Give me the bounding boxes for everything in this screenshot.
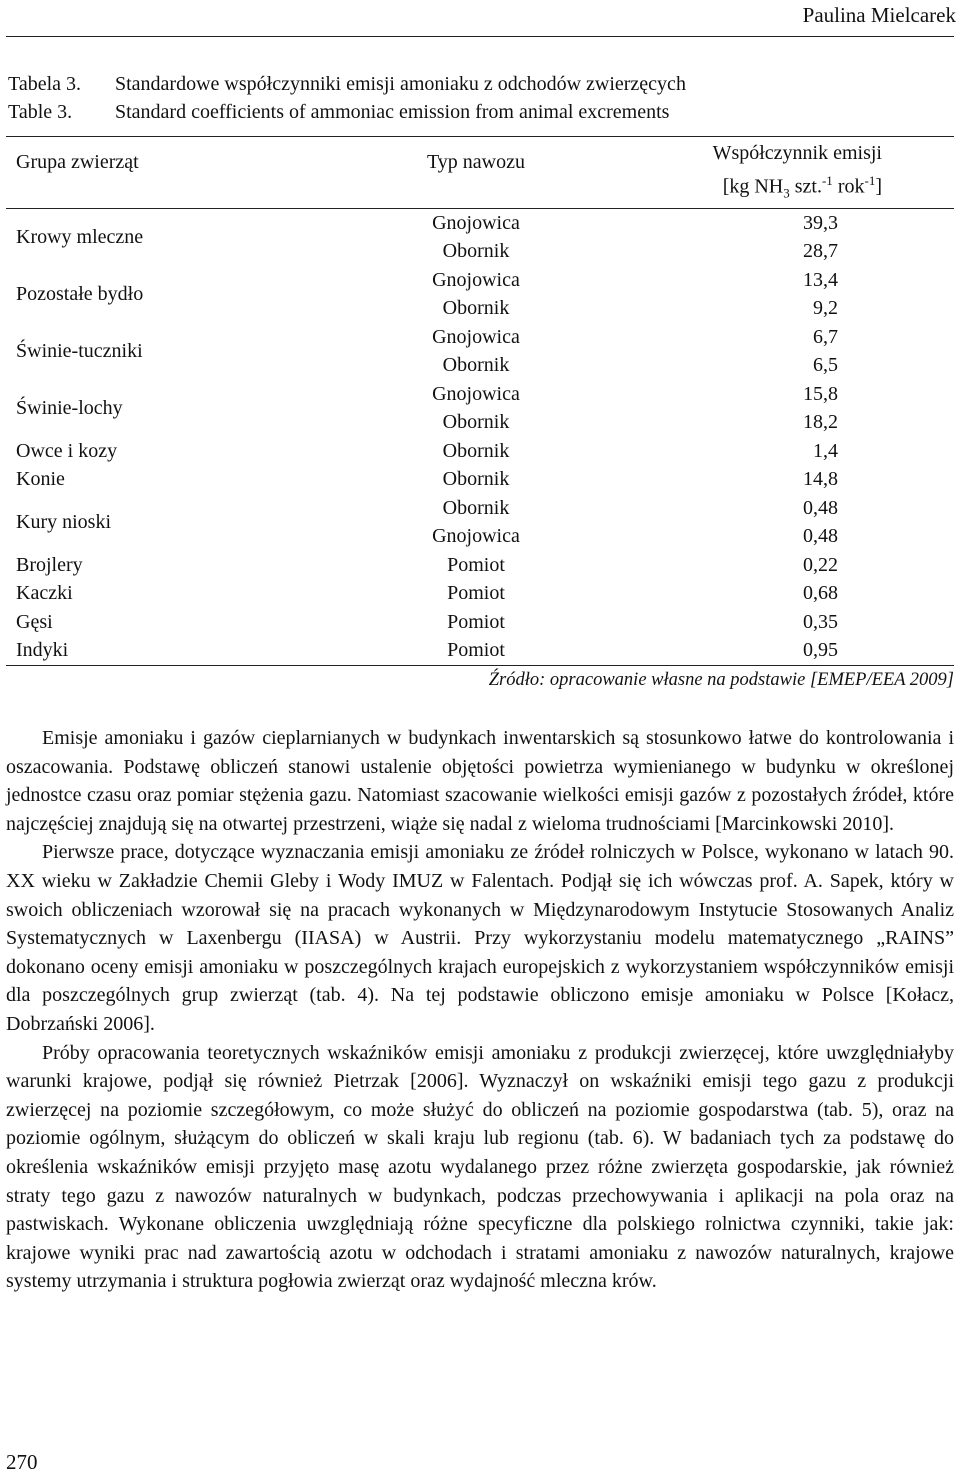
cell-animal-group: Kaczki <box>16 582 73 605</box>
cell-fertilizer-type: Obornik <box>442 439 510 462</box>
cell-emission-value: 39,3 <box>803 211 838 234</box>
table-row <box>6 551 954 580</box>
header-rule <box>6 36 954 37</box>
cell-animal-group: Owce i kozy <box>16 439 118 462</box>
caption-polish <box>8 70 686 98</box>
cell-emission-value: 9,2 <box>813 297 838 320</box>
cell-fertilizer-type: Obornik <box>442 468 510 491</box>
cell-fertilizer-type: Pomiot <box>447 639 505 662</box>
cell-animal-group: Kury nioski <box>16 510 111 533</box>
cell-fertilizer-type: Gnojowica <box>432 268 520 291</box>
table-source-note: Źródło: opracowanie własne na podstawie [EMEP/EEA 2009] <box>488 670 954 690</box>
table-row <box>6 437 954 466</box>
paragraph: Pierwsze prace, dotyczące wyznaczania emisji amoniaku ze źródeł rolniczych w Polsce, wykonano w latach 90. XX wieku w Zakładzie Chemii Gleby i Wody IMUZ w Falentach. Podjął się ich wówczas prof. A. Sapek, który w swoich obliczeniach wzorował się na pracach wykonanych w Międzynarodowym Instytucie Stosowanych Analiz Systematycznych w Laxenbergu (IIASA) w Austrii. Przy wykorzystaniu modelu matematycznego „RAINS” dokonano oceny emisji amoniaku w poszczególnych krajach europejskich z wykorzystaniem współczynników emisji dla poszczególnych grup zwierząt (tab. 4). Na tej podstawie obliczono emisje amoniaku w Polsce [Kołacz, Dobrzański 2006]. <box>6 841 954 1035</box>
cell-emission-value: 0,68 <box>803 582 838 605</box>
header-coef-title: Współczynnik emisji <box>712 142 882 164</box>
cell-animal-group: Pozostałe bydło <box>16 282 144 305</box>
table-body <box>6 208 954 665</box>
cell-animal-group: Krowy mleczne <box>16 225 144 248</box>
header-coef-unit: [kg $NH_3$ szt.$^{-1}$ rok$^{-1}$] <box>722 173 882 201</box>
cell-emission-value: 6,7 <box>813 325 838 348</box>
cell-emission-value: 18,2 <box>803 411 838 434</box>
table-row <box>6 323 954 352</box>
table-row <box>6 579 954 608</box>
cell-fertilizer-type: Obornik <box>442 240 510 263</box>
cell-emission-value: 13,4 <box>803 268 838 291</box>
emission-table-container <box>6 136 954 666</box>
cell-emission-value: 15,8 <box>803 382 838 405</box>
cell-fertilizer-type: Obornik <box>442 411 510 434</box>
cell-fertilizer-type: Obornik <box>442 297 510 320</box>
running-header-author: Paulina Mielcarek <box>802 3 956 27</box>
cell-emission-value: 28,7 <box>803 240 838 263</box>
emission-coefficients-table <box>6 136 954 666</box>
caption-en-title: Standard coefficients of ammoniac emission from animal excrements <box>115 101 670 123</box>
cell-emission-value: 0,35 <box>803 610 838 633</box>
cell-emission-value: 1,4 <box>813 439 838 462</box>
caption-pl-label: Tabela 3. <box>8 73 82 95</box>
table-row <box>6 208 954 237</box>
cell-fertilizer-type: Pomiot <box>447 610 505 633</box>
body-text <box>6 724 954 1296</box>
header-animal-group: Grupa zwierząt <box>16 151 139 173</box>
cell-emission-value: 0,22 <box>803 553 838 576</box>
cell-emission-value: 0,48 <box>803 496 838 519</box>
cell-animal-group: Gęsi <box>16 610 53 633</box>
page-number: 270 <box>6 1450 38 1474</box>
caption-english <box>8 98 686 126</box>
header-emission-coefficient <box>646 137 954 209</box>
cell-fertilizer-type: Gnojowica <box>432 382 520 405</box>
table-caption <box>8 70 686 126</box>
caption-en-label: Table 3. <box>8 101 73 123</box>
table-row <box>6 608 954 637</box>
table-row <box>6 266 954 295</box>
caption-pl-title: Standardowe współczynniki emisji amoniaku z odchodów zwierzęcych <box>115 73 686 95</box>
table-row <box>6 494 954 523</box>
cell-animal-group: Indyki <box>16 639 69 662</box>
cell-fertilizer-type: Gnojowica <box>432 525 520 548</box>
cell-fertilizer-type: Gnojowica <box>432 325 520 348</box>
table-row <box>6 380 954 409</box>
paragraph: Emisje amoniaku i gazów cieplarnianych w budynkach inwentarskich są stosunkowo łatwe do kontrolowania i oszacowania. Podstawę obliczeń stanowi ustalenie objętości powietrza wymienianego w budynku w określonej jednostce czasu oraz pomiar stężenia gazu. Natomiast szacowanie wielkości emisji gazów z pozostałych źródeł, które najczęściej znajdują się na otwartej przestrzeni, wiąże się nadal z wieloma trudnościami [Marcinkowski 2010]. <box>6 727 954 835</box>
cell-animal-group: Świnie-tuczniki <box>16 339 143 362</box>
cell-animal-group: Świnie-lochy <box>16 396 123 419</box>
table-header <box>6 137 954 209</box>
cell-fertilizer-type: Obornik <box>442 354 510 377</box>
table-row <box>6 636 954 665</box>
paragraph: Próby opracowania teoretycznych wskaźników emisji amoniaku z produkcji zwierzęcej, które uwzględniałyby warunki krajowe, podjął się również Pietrzak [2006]. Wyznaczył on wskaźniki emisji tego gazu z produkcji zwierzęcej na poziomie szczegółowym, co może służyć do obliczeń na poziomie gospodarstwa (tab. 5), oraz na poziomie ogólnym, służącym do obliczeń w skali kraju lub regionu (tab. 6). W badaniach tych za podstawę do określenia wskaźników emisji przyjęto masę azotu wydalanego przez różne zwierzęta gospodarskie, jak również straty tego gazu z nawozów naturalnych w budynkach, podczas przechowywania i aplikacji na pola oraz na pastwiskach. Wykonane obliczenia uwzględniają różne specyficzne dla polskiego rolnictwa czynniki, takie jak: krajowe wyniki prac nad zawartością azotu w odchodach i stratami amoniaku z nawozów naturalnych, krajowe systemy utrzymania i struktura pogłowia zwierząt oraz wydajność mleczna krów. <box>6 1041 954 1293</box>
cell-fertilizer-type: Pomiot <box>447 582 505 605</box>
header-fertilizer-type: Typ nawozu <box>426 151 526 173</box>
cell-animal-group: Brojlery <box>16 553 83 576</box>
cell-fertilizer-type: Gnojowica <box>432 211 520 234</box>
cell-animal-group: Konie <box>16 468 65 491</box>
table-row <box>6 465 954 494</box>
cell-fertilizer-type: Obornik <box>442 496 510 519</box>
cell-emission-value: 6,5 <box>813 354 838 377</box>
cell-emission-value: 14,8 <box>803 468 838 491</box>
cell-emission-value: 0,48 <box>803 525 838 548</box>
cell-fertilizer-type: Pomiot <box>447 553 505 576</box>
cell-emission-value: 0,95 <box>803 639 838 662</box>
